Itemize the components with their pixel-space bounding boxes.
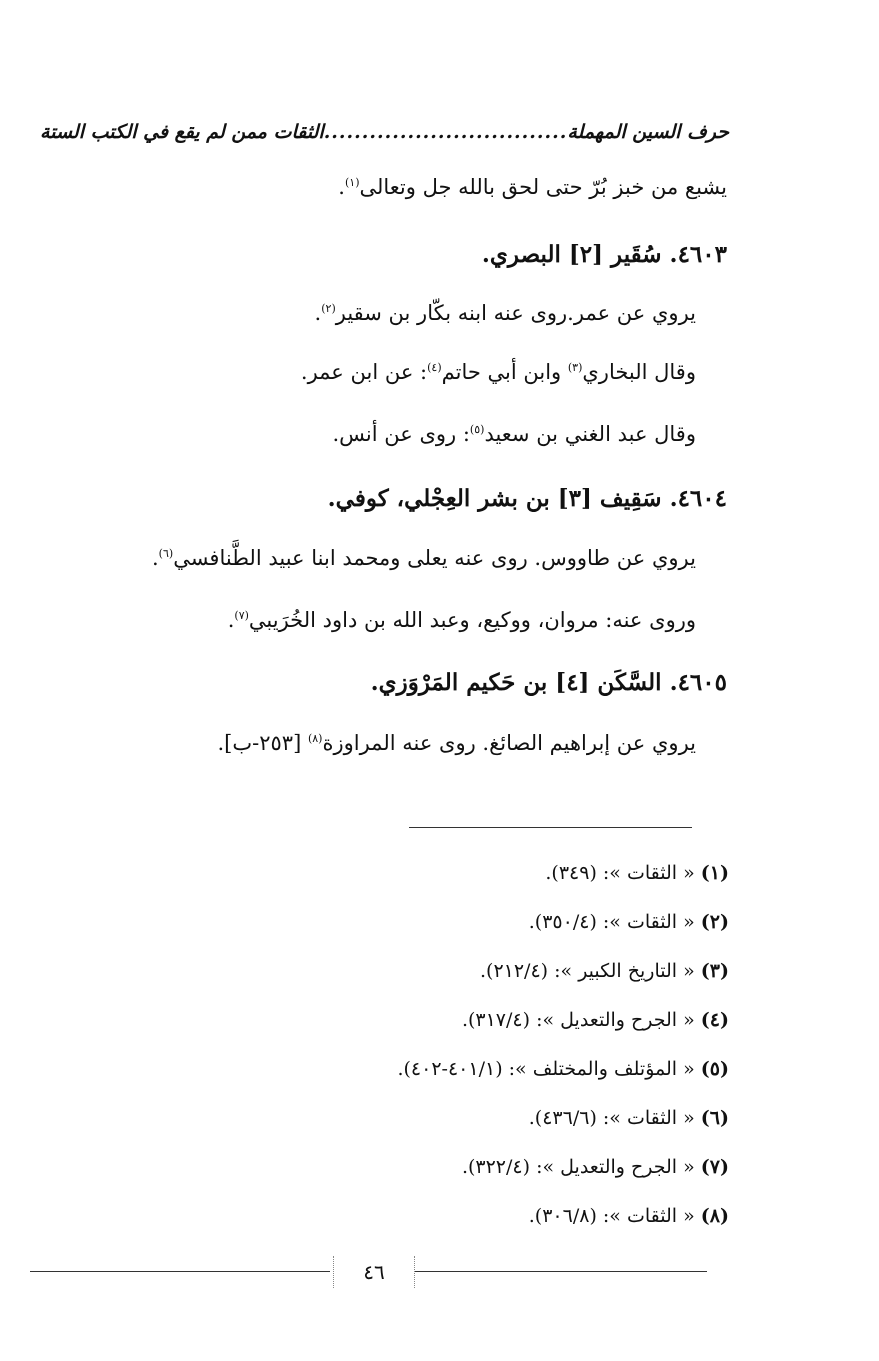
footnote-5: (٥) « المؤتلف والمختلف »: (٤٠١/١-٤٠٢).	[397, 1058, 729, 1080]
footnote-7: (٧) « الجرح والتعديل »: (٣٢٢/٤).	[461, 1156, 729, 1178]
text-line-7: يروي عن طاووس. روى عنه يعلى ومحمد ابنا عبيد الطَّنافسي$^{(٦)}$.	[151, 546, 696, 570]
text-line-3: يروي عن عمر.روى عنه ابنه بكّار بن سقير$^{(٢)}$.	[314, 301, 696, 325]
footnote-1: (١) « الثقات »: (٣٤٩).	[545, 862, 729, 884]
entry-heading-4605: ٤٦٠٥. السَّكَن [٤] بن حَكيم المَرْوَزي.	[370, 669, 727, 696]
footer-rule-left	[30, 1271, 330, 1272]
text-line-5: وقال عبد الغني بن سعيد$^{(٥)}$: روى عن أنس.	[332, 422, 696, 446]
page-number: ٤٦	[333, 1256, 415, 1288]
header-chapter: حرف السين المهملة	[567, 121, 729, 143]
entry-heading-4603: ٤٦٠٣. سُقَير [٢] البصري.	[481, 241, 727, 268]
header-dots: ................................	[323, 121, 568, 143]
running-header	[40, 112, 729, 152]
footnote-3: (٣) « التاريخ الكبير »: (٢١٢/٤).	[479, 960, 729, 982]
footnote-2: (٢) « الثقات »: (٣٥٠/٤).	[528, 911, 729, 933]
text-line-10: يروي عن إبراهيم الصائغ. روى عنه المراوزة$^{(٨)}$ [٢٥٣-ب].	[217, 731, 696, 755]
footnote-6: (٦) « الثقات »: (٤٣٦/٦).	[528, 1107, 729, 1129]
footer-rule-right	[415, 1271, 707, 1272]
footnote-4: (٤) « الجرح والتعديل »: (٣١٧/٤).	[461, 1009, 729, 1031]
header-book-title: الثقات ممن لم يقع في الكتب الستة	[40, 121, 324, 143]
footnote-8: (٨) « الثقات »: (٣٠٦/٨).	[528, 1205, 729, 1227]
footnote-separator	[409, 827, 692, 828]
text-line-8: وروى عنه: مروان، ووكيع، وعبد الله بن داود الخُرَيبي$^{(٧)}$.	[227, 608, 696, 632]
text-line-4: وقال البخاري$^{(٣)}$ وابن أبي حاتم$^{(٤)}$: عن ابن عمر.	[300, 360, 696, 384]
entry-heading-4604: ٤٦٠٤. سَقِيف [٣] بن بشر العِجْلي، كوفي.	[327, 485, 727, 512]
text-line-1: يشبع من خبز بُرّ حتى لحق بالله جل وتعالى$^{(١)}$.	[338, 175, 727, 199]
